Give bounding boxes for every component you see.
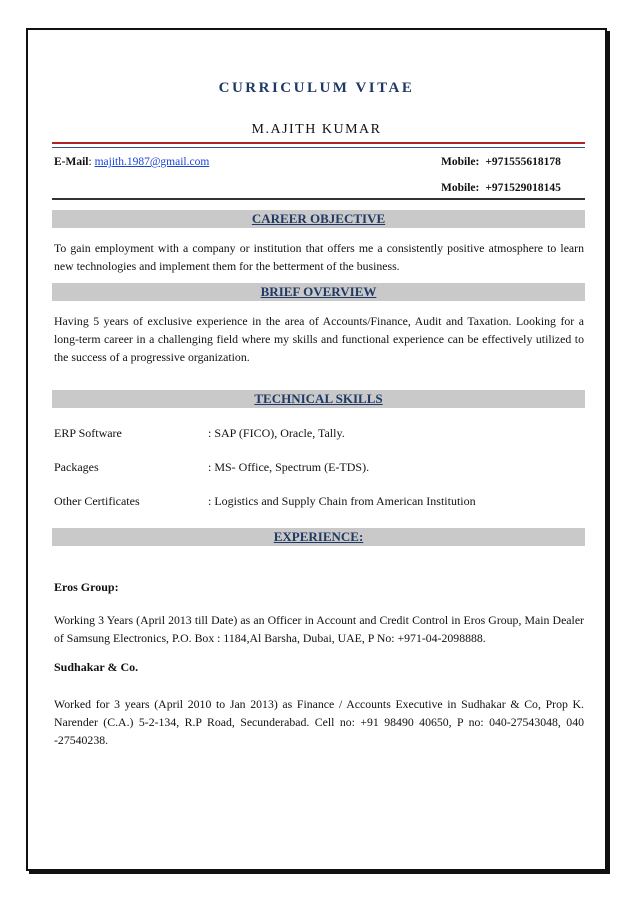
technical-skills-heading: TECHNICAL SKILLS xyxy=(254,391,383,406)
header-red-divider xyxy=(52,142,585,144)
brief-overview-heading: BRIEF OVERVIEW xyxy=(260,284,377,299)
document-title: CURRICULUM VITAE xyxy=(218,80,415,96)
mobile-label-1: Mobile: xyxy=(441,156,480,168)
mobile-label-2: Mobile: xyxy=(441,182,480,194)
email-row xyxy=(54,156,209,168)
experience-description: Working 3 Years (April 2013 till Date) as an Officer in Account and Credit Control in Eros Group, Main Dealer of Samsung Electronics, P.O. Box : 1184,Al Barsha, Dubai, UAE, P No: +971-04-2098888. xyxy=(54,613,584,645)
career-objective-heading-bar xyxy=(52,210,585,228)
skill-value: : MS- Office, Spectrum (E-TDS). xyxy=(208,460,370,474)
skill-value: : Logistics and Supply Chain from American Institution xyxy=(208,494,476,508)
header-blue-divider xyxy=(52,147,585,148)
experience-description: Worked for 3 years (April 2010 to Jan 2013) as Finance / Accounts Executive in Sudhakar & Co, Prop K. Narender (C.A.) 5-2-134, R.P Road, Secunderabad. Cell no: +91 98490 40650, P no: 040-27543048, 040 -27540238. xyxy=(54,697,584,747)
mobile-number-1: +971555618178 xyxy=(485,156,561,168)
experience-heading-bar xyxy=(52,528,585,546)
career-objective-text: To gain employment with a company or institution that offers me a consistently positive atmosphere to learn new technologies and implement them for the betterment of the business. xyxy=(54,241,584,273)
email-link[interactable]: majith.1987@gmail.com xyxy=(94,156,210,168)
company-name: Eros Group: xyxy=(54,580,119,594)
skill-value: : SAP (FICO), Oracle, Tally. xyxy=(208,426,345,440)
career-objective-heading: CAREER OBJECTIVE xyxy=(251,211,386,226)
brief-overview-text: Having 5 years of exclusive experience in the area of Accounts/Finance, Audit and Taxation. Looking for a long-term career in a challenging field where my skills and functional experience can be effectively utilized to the success of a progressive organization. xyxy=(54,314,584,364)
experience-heading: EXPERIENCE: xyxy=(273,529,364,544)
mobile-row-1 xyxy=(441,156,561,168)
email-label: E-Mail xyxy=(54,156,89,168)
resume-page xyxy=(26,28,607,871)
contact-divider xyxy=(52,198,585,200)
technical-skills-heading-bar xyxy=(52,390,585,408)
email-separator: : xyxy=(88,156,95,168)
candidate-name: M.AJITH KUMAR xyxy=(251,122,382,137)
mobile-row-2 xyxy=(441,182,561,194)
mobile-number-2: +971529018145 xyxy=(485,182,561,194)
brief-overview-heading-bar xyxy=(52,283,585,301)
skill-label: Other Certificates xyxy=(54,494,140,508)
company-name: Sudhakar & Co. xyxy=(54,660,139,674)
skill-label: Packages xyxy=(54,460,99,474)
skill-label: ERP Software xyxy=(54,426,122,440)
